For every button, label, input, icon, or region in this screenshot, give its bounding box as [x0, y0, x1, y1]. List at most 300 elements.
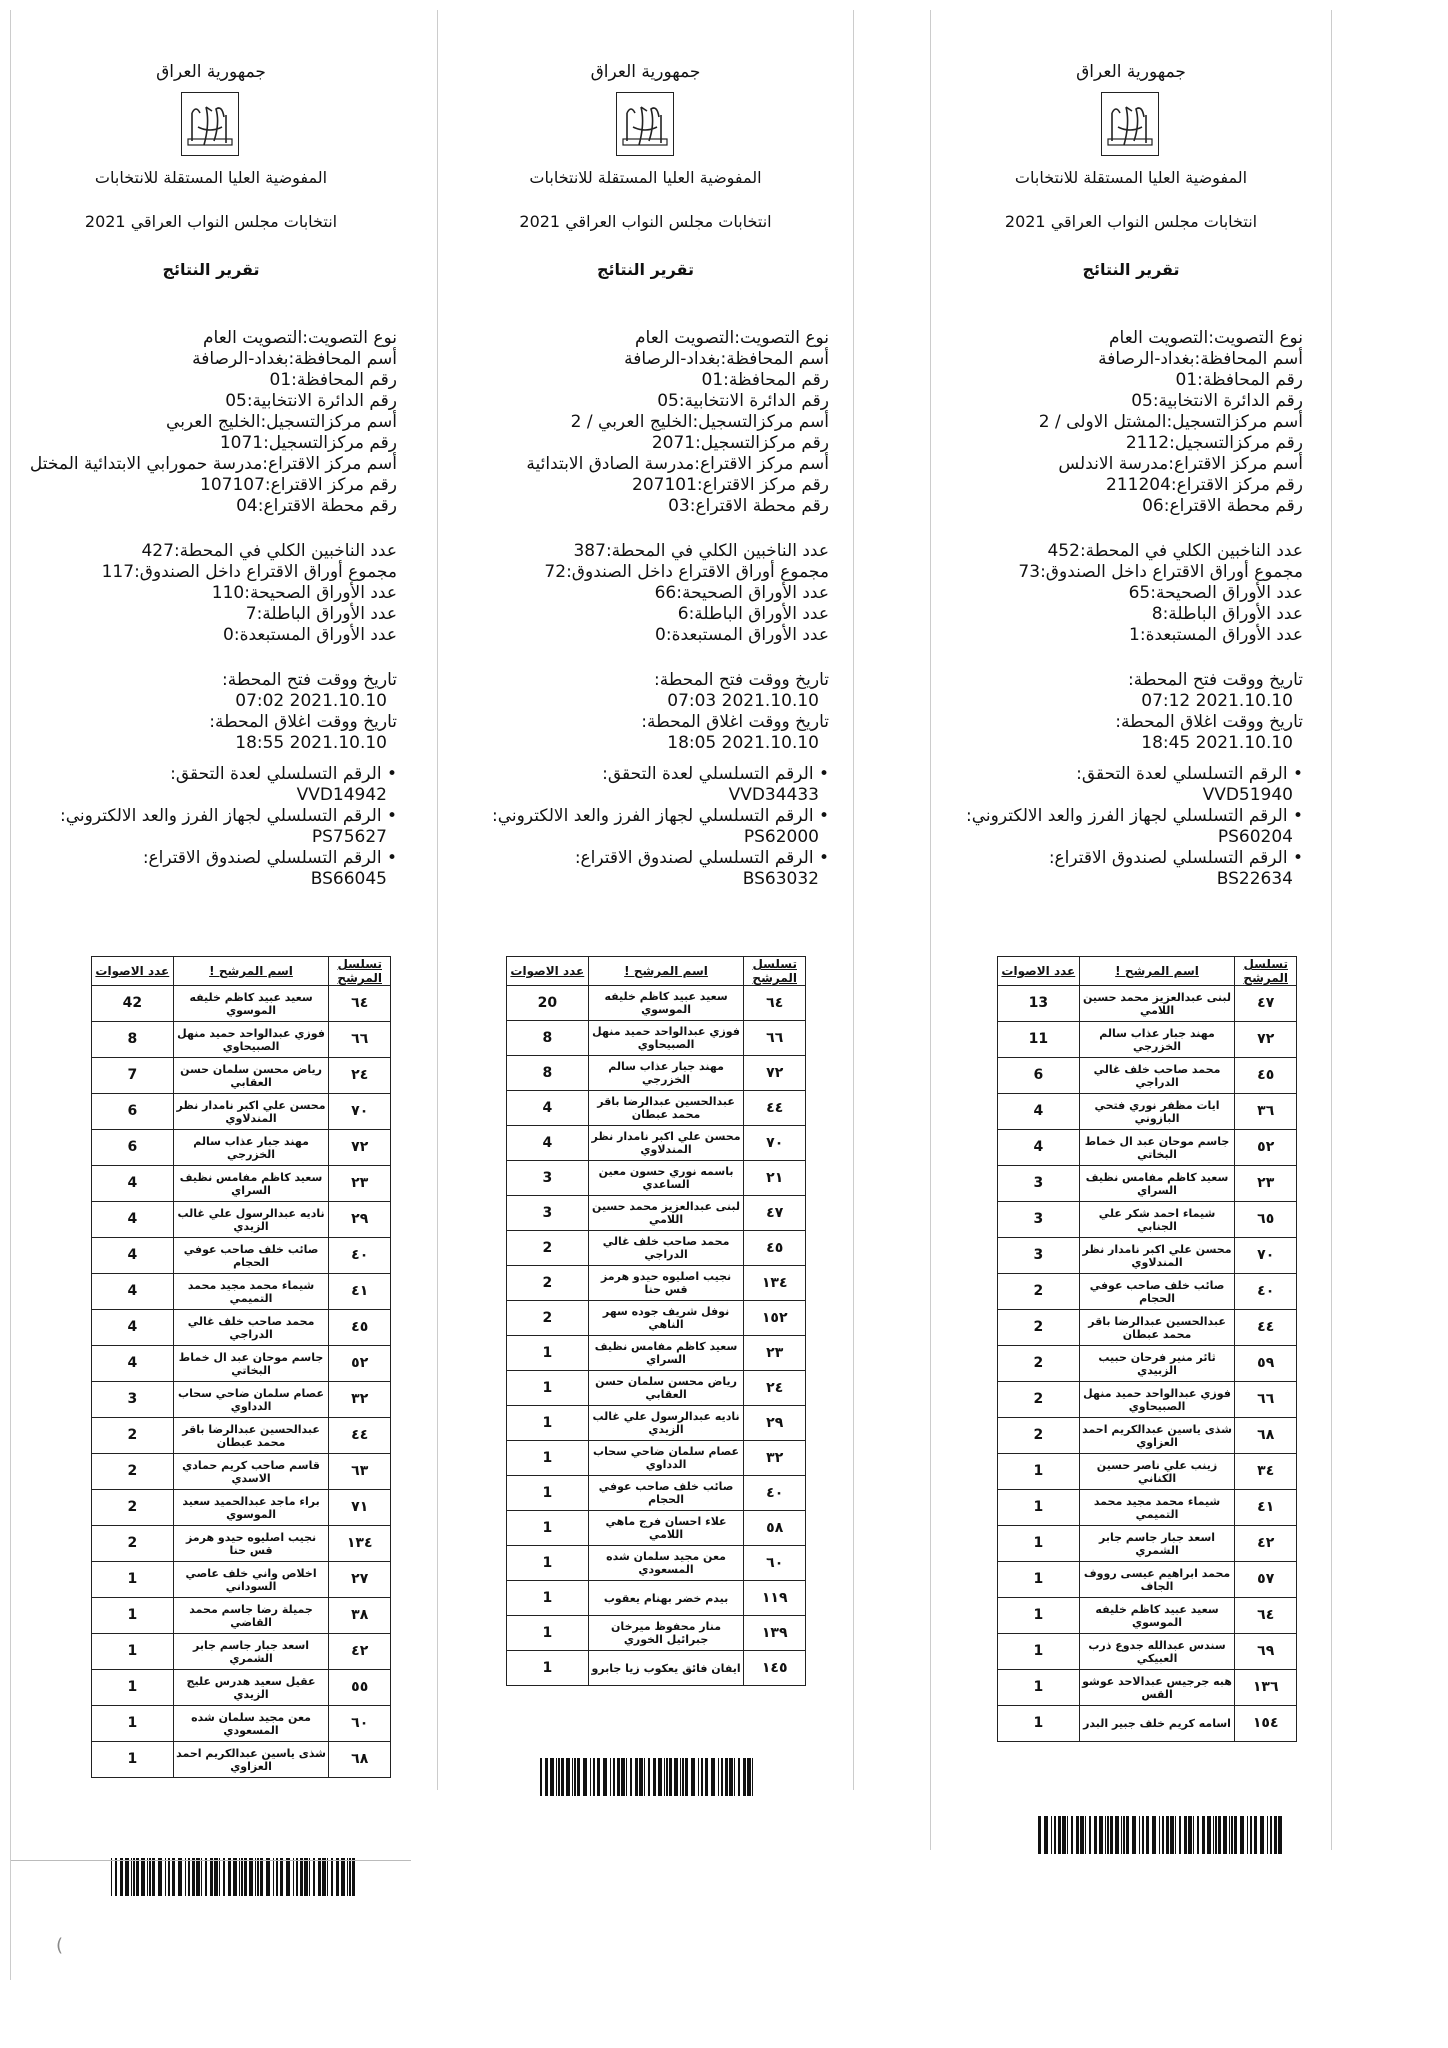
result-receipt-3 — [930, 10, 1332, 1850]
district-label: رقم الدائرة الانتخابية: — [1152, 391, 1303, 411]
table-row — [998, 1022, 1297, 1058]
poll-center-no-label: رقم مركز الاقتراع: — [1170, 475, 1303, 495]
results-table — [91, 956, 391, 1778]
col-serial-header: تسلسل المرشح — [1235, 957, 1297, 986]
candidate-name: اسامه كريم خلف جبير البدر — [1079, 1706, 1235, 1742]
candidate-name: اسعد جبار جاسم جابر الشمري — [173, 1634, 329, 1670]
candidate-votes: 1 — [507, 1581, 589, 1616]
vote-type-value: التصويت العام — [1109, 328, 1209, 348]
candidate-name: براء ماجد عبدالحميد سعيد الموسوي — [173, 1490, 329, 1526]
poll-center-no-value: 107107 — [200, 475, 265, 495]
kit-serial-value: VVD14942 — [296, 785, 387, 805]
excluded-label: عدد الأوراق المستبعدة: — [1139, 625, 1303, 645]
table-row — [507, 1126, 806, 1161]
candidate-votes: 20 — [507, 986, 589, 1021]
table-row — [92, 1526, 391, 1562]
candidate-serial: ٧١ — [329, 1490, 391, 1526]
candidate-serial: ٤٠ — [1235, 1274, 1297, 1310]
box-serial-value: BS66045 — [310, 869, 387, 889]
pcos-serial-value: PS75627 — [311, 827, 387, 847]
close-time-value: 2021.10.10 18:45 — [1141, 733, 1293, 753]
reg-center-name-value: الخليج العربي / 2 — [570, 412, 693, 432]
governorate-row — [966, 349, 1303, 370]
station-no-label: رقم محطة الاقتراع: — [257, 496, 397, 516]
candidate-serial: ٢٩ — [329, 1202, 391, 1238]
candidate-votes: 1 — [507, 1336, 589, 1371]
table-row — [998, 1418, 1297, 1454]
candidate-name: رياض محسن سلمان حسن العقابي — [173, 1058, 329, 1094]
table-row — [998, 1238, 1297, 1274]
candidate-serial: ٤٠ — [744, 1476, 806, 1511]
candidate-serial: ٦٦ — [744, 1021, 806, 1056]
republic-title: جمهورية العراق — [1076, 62, 1186, 82]
results-table — [506, 956, 806, 1686]
candidate-serial: ٦٥ — [1235, 1202, 1297, 1238]
poll-center-name-row — [492, 454, 829, 475]
reg-center-no-label: رقم مركزالتسجيل: — [1169, 433, 1303, 453]
district-row — [966, 391, 1303, 412]
table-row — [507, 1266, 806, 1301]
vote-type-label: نوع التصويت: — [734, 328, 829, 348]
district-row — [30, 391, 397, 412]
candidate-name: صائب خلف صاحب عوفي الحجام — [588, 1476, 744, 1511]
open-time-value: 2021.10.10 07:03 — [667, 691, 819, 711]
governorate-value: بغداد-الرصافة — [624, 349, 721, 369]
candidate-votes: 4 — [507, 1091, 589, 1126]
report-title: تقرير النتائج — [596, 260, 695, 279]
candidate-name: شيماء محمد مجيد محمد التميمي — [1079, 1490, 1235, 1526]
open-time-value: 2021.10.10 07:12 — [1141, 691, 1293, 711]
candidate-serial: ٢٧ — [329, 1562, 391, 1598]
candidate-name: عبدالحسين عبدالرضا باقر محمد عبطان — [1079, 1310, 1235, 1346]
candidate-votes: 6 — [92, 1094, 174, 1130]
box-serial-label: • الرقم التسلسلي لصندوق الاقتراع: — [1048, 848, 1303, 868]
candidate-votes: 3 — [998, 1202, 1080, 1238]
candidate-votes: 2 — [998, 1274, 1080, 1310]
poll-center-name-value: مدرسة الصادق الابتدائية — [526, 454, 695, 474]
kit-serial-value: VVD34433 — [728, 785, 819, 805]
gov-no-label: رقم المحافظة: — [1197, 370, 1303, 390]
candidate-votes: 42 — [92, 986, 174, 1022]
candidate-name: فوزي عبدالواحد حميد منهل الصبيحاوي — [588, 1021, 744, 1056]
candidate-votes: 6 — [998, 1058, 1080, 1094]
candidate-serial: ٦٨ — [329, 1742, 391, 1778]
candidate-name: فوزي عبدالواحد حميد منهل الصبيحاوي — [1079, 1382, 1235, 1418]
gov-no-label: رقم المحافظة: — [723, 370, 829, 390]
reg-center-no-row — [966, 433, 1303, 454]
candidate-name: اخلاص واني خلف عاصي السوداني — [173, 1562, 329, 1598]
poll-center-name-value: مدرسة حمورابي الابتدائية المختل — [29, 454, 263, 474]
invalid-label: عدد الأوراق الباطلة: — [256, 604, 397, 624]
candidate-serial: ٤١ — [1235, 1490, 1297, 1526]
candidate-votes: 1 — [92, 1562, 174, 1598]
table-row — [507, 1231, 806, 1266]
governorate-value: بغداد-الرصافة — [192, 349, 289, 369]
candidate-votes: 8 — [507, 1056, 589, 1091]
candidate-serial: ٢٣ — [744, 1336, 806, 1371]
excluded-value: 1 — [1129, 625, 1140, 645]
station-no-value: 03 — [668, 496, 690, 516]
candidate-name: محسن علي اكبر نامدار نظر المندلاوي — [1079, 1238, 1235, 1274]
candidate-name: محمد صاحب خلف غالي الدراجي — [588, 1231, 744, 1266]
republic-title: جمهورية العراق — [590, 62, 701, 82]
candidate-name: شذى ياسين عبدالكريم احمد العزاوي — [173, 1742, 329, 1778]
candidate-name: شيماء احمد شكر علي الجنابي — [1079, 1202, 1235, 1238]
table-row — [998, 1454, 1297, 1490]
table-row — [92, 1706, 391, 1742]
candidate-votes: 13 — [998, 986, 1080, 1022]
table-row — [998, 986, 1297, 1022]
candidate-votes: 1 — [507, 1546, 589, 1581]
candidate-serial: ١٤٥ — [744, 1651, 806, 1686]
candidate-serial: ٦٠ — [744, 1546, 806, 1581]
valid-row — [966, 583, 1303, 604]
table-row — [507, 1336, 806, 1371]
receipt-header — [438, 10, 853, 310]
candidate-serial: ٥٥ — [329, 1670, 391, 1706]
table-row — [507, 1301, 806, 1336]
open-time-value: 2021.10.10 07:02 — [235, 691, 387, 711]
candidate-name: باسمه نوري حسون معين الساعدي — [588, 1161, 744, 1196]
governorate-value: بغداد-الرصافة — [1098, 349, 1195, 369]
candidate-votes: 1 — [998, 1670, 1080, 1706]
valid-value: 65 — [1128, 583, 1151, 603]
station-no-value: 06 — [1142, 496, 1164, 516]
candidate-votes: 1 — [998, 1598, 1080, 1634]
total-voters-label: عدد الناخبين الكلي في المحطة: — [1079, 541, 1303, 561]
invalid-row — [30, 604, 397, 625]
station-info — [492, 328, 829, 890]
candidate-serial: ٣٢ — [744, 1441, 806, 1476]
poll-center-no-row — [30, 475, 397, 496]
report-title: تقرير النتائج — [162, 260, 260, 279]
candidate-serial: ٤٥ — [744, 1231, 806, 1266]
candidate-votes: 1 — [507, 1371, 589, 1406]
candidate-name: نوفل شريف جوده سهر الناهي — [588, 1301, 744, 1336]
col-votes-header: عدد الاصوات — [92, 957, 174, 986]
table-row — [92, 1418, 391, 1454]
table-row — [92, 1346, 391, 1382]
result-receipt-2 — [437, 10, 854, 1790]
commission-name: المفوضية العليا المستقلة للانتخابات — [529, 168, 762, 187]
col-name-header: اسم المرشح ! — [1079, 957, 1235, 986]
candidate-name: علاء احسان فرج ماهي اللامي — [588, 1511, 744, 1546]
total-ballots-row — [30, 562, 397, 583]
table-row — [998, 1058, 1297, 1094]
poll-center-no-value: 207101 — [632, 475, 697, 495]
candidate-name: سعيد كاظم مفامس نظيف السراي — [588, 1336, 744, 1371]
candidate-votes: 1 — [507, 1441, 589, 1476]
reg-center-no-value: 2071 — [651, 433, 696, 453]
table-row — [92, 1202, 391, 1238]
table-row — [92, 1130, 391, 1166]
candidate-votes: 3 — [507, 1161, 589, 1196]
poll-center-no-label: رقم مركز الاقتراع: — [264, 475, 397, 495]
vote-type-row — [966, 328, 1303, 349]
table-row — [507, 1441, 806, 1476]
candidate-name: عقيل سعيد هدرس عليج الزيدي — [173, 1670, 329, 1706]
reg-center-no-row — [492, 433, 829, 454]
candidate-serial: ٤٧ — [744, 1196, 806, 1231]
candidate-serial: ٦٨ — [1235, 1418, 1297, 1454]
candidate-name: قاسم صاحب كريم حمادي الاسدي — [173, 1454, 329, 1490]
candidate-name: اسعد جبار جاسم جابر الشمري — [1079, 1526, 1235, 1562]
reg-center-no-row — [30, 433, 397, 454]
invalid-value: 7 — [245, 604, 257, 624]
candidate-name: ايفان فائق يعكوب زيا جابرو — [588, 1651, 744, 1686]
candidate-name: مهند جبار عذاب سالم الخزرجي — [1079, 1022, 1235, 1058]
candidate-votes: 1 — [998, 1562, 1080, 1598]
candidate-votes: 4 — [92, 1202, 174, 1238]
candidate-votes: 1 — [507, 1476, 589, 1511]
close-time-value: 2021.10.10 18:05 — [667, 733, 819, 753]
reg-center-name-row — [30, 412, 397, 433]
col-votes-header: عدد الاصوات — [507, 957, 589, 986]
excluded-row — [966, 625, 1303, 646]
candidate-votes: 2 — [998, 1382, 1080, 1418]
candidate-name: ثائر منير فرحان حبيب الزبيدي — [1079, 1346, 1235, 1382]
candidate-votes: 1 — [92, 1706, 174, 1742]
total-ballots-label: مجموع أوراق الاقتراع داخل الصندوق: — [134, 562, 397, 582]
table-row — [998, 1346, 1297, 1382]
total-ballots-row — [966, 562, 1303, 583]
candidate-serial: ٢٩ — [744, 1406, 806, 1441]
invalid-value: 6 — [677, 604, 689, 624]
report-title: تقرير النتائج — [1082, 260, 1180, 279]
box-serial-value: BS63032 — [742, 869, 819, 889]
total-voters-row — [30, 541, 397, 562]
poll-center-no-value: 211204 — [1106, 475, 1171, 495]
station-no-value: 04 — [236, 496, 258, 516]
candidate-serial: ٧٠ — [329, 1094, 391, 1130]
candidate-serial: ١١٩ — [744, 1581, 806, 1616]
candidate-votes: 4 — [92, 1346, 174, 1382]
table-row — [998, 1598, 1297, 1634]
table-row — [92, 1562, 391, 1598]
candidate-serial: ٥٩ — [1235, 1346, 1297, 1382]
box-serial-label: • الرقم التسلسلي لصندوق الاقتراع: — [142, 848, 397, 868]
candidate-name: جاسم موحان عبد ال خماط البخاتي — [1079, 1130, 1235, 1166]
vote-type-row — [492, 328, 829, 349]
candidate-serial: ٤٢ — [329, 1634, 391, 1670]
valid-value: 66 — [654, 583, 677, 603]
candidate-serial: ٧٢ — [744, 1056, 806, 1091]
district-row — [492, 391, 829, 412]
candidate-serial: ٦٤ — [329, 986, 391, 1022]
table-row — [507, 986, 806, 1021]
table-row — [92, 1634, 391, 1670]
barcode-icon — [1036, 1816, 1286, 1854]
station-no-label: رقم محطة الاقتراع: — [1163, 496, 1303, 516]
gov-no-label: رقم المحافظة: — [291, 370, 397, 390]
col-serial-header: تسلسل المرشح — [744, 957, 806, 986]
candidate-serial: ١٣٩ — [744, 1616, 806, 1651]
candidate-name: زينب علي ناصر حسين الكناني — [1079, 1454, 1235, 1490]
candidate-votes: 1 — [998, 1526, 1080, 1562]
candidate-serial: ٧٢ — [329, 1130, 391, 1166]
total-voters-row — [966, 541, 1303, 562]
candidate-votes: 4 — [998, 1130, 1080, 1166]
gov-no-value: 01 — [701, 370, 724, 390]
poll-center-name-row — [30, 454, 397, 475]
commission-logo-icon — [181, 92, 239, 156]
candidate-name: عبدالحسين عبدالرضا باقر محمد عبطان — [173, 1418, 329, 1454]
poll-center-name-value: مدرسة الاندلس — [1058, 454, 1169, 474]
table-row — [507, 1546, 806, 1581]
box-serial-value: BS22634 — [1216, 869, 1293, 889]
candidate-serial: ٢٣ — [329, 1166, 391, 1202]
poll-center-no-row — [966, 475, 1303, 496]
candidate-serial: ٣٤ — [1235, 1454, 1297, 1490]
table-row — [998, 1490, 1297, 1526]
invalid-row — [492, 604, 829, 625]
candidate-votes: 2 — [998, 1310, 1080, 1346]
candidate-votes: 3 — [507, 1196, 589, 1231]
invalid-label: عدد الأوراق الباطلة: — [1162, 604, 1303, 624]
candidate-votes: 2 — [998, 1418, 1080, 1454]
pcos-serial-value: PS60204 — [1217, 827, 1293, 847]
candidate-serial: ١٣٤ — [744, 1266, 806, 1301]
table-row — [92, 1454, 391, 1490]
close-time-label: تاريخ ووقت اغلاق المحطة: — [209, 712, 397, 732]
reg-center-name-row — [966, 412, 1303, 433]
governorate-label: أسم المحافظة: — [288, 349, 397, 369]
table-row — [998, 1130, 1297, 1166]
candidate-name: سندس عبدالله جدوع ذرب العبيكي — [1079, 1634, 1235, 1670]
candidate-name: هبه جرجيس عبدالاحد عوشو القس — [1079, 1670, 1235, 1706]
table-row — [92, 1058, 391, 1094]
total-voters-value: 452 — [1047, 541, 1080, 561]
col-name-header: اسم المرشح ! — [588, 957, 744, 986]
governorate-label: أسم المحافظة: — [1194, 349, 1303, 369]
total-ballots-value: 117 — [101, 562, 135, 582]
candidate-serial: ٦٤ — [1235, 1598, 1297, 1634]
station-no-row — [966, 496, 1303, 517]
candidate-votes: 4 — [507, 1126, 589, 1161]
candidate-serial: ٧٢ — [1235, 1022, 1297, 1058]
total-voters-value: 387 — [573, 541, 606, 561]
table-row — [507, 1476, 806, 1511]
valid-label: عدد الأوراق الصحيحة: — [1150, 583, 1303, 603]
valid-label: عدد الأوراق الصحيحة: — [244, 583, 397, 603]
candidate-name: محمد ابراهيم عيسى رووف الجاف — [1079, 1562, 1235, 1598]
candidate-serial: ١٣٤ — [329, 1526, 391, 1562]
poll-center-name-label: أسم مركز الاقتراع: — [262, 454, 397, 474]
table-row — [507, 1056, 806, 1091]
total-voters-label: عدد الناخبين الكلي في المحطة: — [605, 541, 829, 561]
open-time-label: تاريخ ووقت فتح المحطة: — [222, 670, 397, 690]
candidate-name: جاسم موحان عبد ال خماط البخاتي — [173, 1346, 329, 1382]
station-no-row — [30, 496, 397, 517]
vote-type-row — [30, 328, 397, 349]
candidate-name: جميلة رضا جاسم محمد القاضي — [173, 1598, 329, 1634]
reg-center-no-label: رقم مركزالتسجيل: — [695, 433, 829, 453]
republic-title: جمهورية العراق — [156, 62, 266, 82]
valid-row — [492, 583, 829, 604]
candidate-votes: 1 — [92, 1634, 174, 1670]
candidate-serial: ٤٧ — [1235, 986, 1297, 1022]
candidate-serial: ٢٤ — [744, 1371, 806, 1406]
col-votes-header: عدد الاصوات — [998, 957, 1080, 986]
candidate-serial: ٣٢ — [329, 1382, 391, 1418]
reg-center-no-label: رقم مركزالتسجيل: — [263, 433, 397, 453]
candidate-serial: ٤٠ — [329, 1238, 391, 1274]
election-title: انتخابات مجلس النواب العراقي 2021 — [519, 212, 772, 231]
candidate-votes: 1 — [998, 1634, 1080, 1670]
poll-center-name-label: أسم مركز الاقتراع: — [694, 454, 829, 474]
commission-name: المفوضية العليا المستقلة للانتخابات — [1014, 168, 1248, 187]
total-voters-row — [492, 541, 829, 562]
table-row — [507, 1196, 806, 1231]
candidate-votes: 1 — [92, 1598, 174, 1634]
receipt-header — [931, 10, 1331, 310]
poll-center-name-row — [966, 454, 1303, 475]
barcode-icon — [109, 1858, 359, 1896]
excluded-label: عدد الأوراق المستبعدة: — [665, 625, 829, 645]
total-ballots-row — [492, 562, 829, 583]
candidate-serial: ٢١ — [744, 1161, 806, 1196]
reg-center-name-row — [492, 412, 829, 433]
candidate-name: لبنى عبدالعزيز محمد حسين اللامي — [1079, 986, 1235, 1022]
station-no-label: رقم محطة الاقتراع: — [689, 496, 829, 516]
barcode-icon — [538, 1758, 760, 1796]
valid-label: عدد الأوراق الصحيحة: — [676, 583, 829, 603]
candidate-serial: ٣٦ — [1235, 1094, 1297, 1130]
divider — [11, 1860, 411, 1861]
candidate-votes: 7 — [92, 1058, 174, 1094]
candidate-name: محمد صاحب خلف غالي الدراجي — [173, 1310, 329, 1346]
district-value: 05 — [1131, 391, 1153, 411]
candidate-name: نجيب اصليوه حيدو هرمز قس حنا — [173, 1526, 329, 1562]
candidate-votes: 1 — [92, 1670, 174, 1706]
candidate-votes: 1 — [998, 1706, 1080, 1742]
table-row — [998, 1706, 1297, 1742]
candidate-votes: 1 — [998, 1454, 1080, 1490]
table-row — [507, 1511, 806, 1546]
total-ballots-label: مجموع أوراق الاقتراع داخل الصندوق: — [566, 562, 829, 582]
close-time-value: 2021.10.10 18:55 — [235, 733, 387, 753]
candidate-name: معن مجيد سلمان شده المسعودي — [588, 1546, 744, 1581]
table-row — [998, 1094, 1297, 1130]
col-serial-header: تسلسل المرشح — [329, 957, 391, 986]
table-row — [998, 1526, 1297, 1562]
candidate-votes: 4 — [92, 1310, 174, 1346]
excluded-row — [30, 625, 397, 646]
table-row — [998, 1670, 1297, 1706]
candidate-name: محسن علي اكبر نامدار نظر المندلاوي — [173, 1094, 329, 1130]
governorate-row — [492, 349, 829, 370]
reg-center-name-value: المشتل الاولى / 2 — [1038, 412, 1167, 432]
reg-center-name-label: أسم مركزالتسجيل: — [692, 412, 829, 432]
table-row — [998, 1274, 1297, 1310]
candidate-serial: ٤٥ — [329, 1310, 391, 1346]
candidate-serial: ٤٤ — [744, 1091, 806, 1126]
candidate-serial: ٧٠ — [744, 1126, 806, 1161]
candidate-name: سعيد عبيد كاظم خليفه الموسوي — [1079, 1598, 1235, 1634]
table-row — [92, 1598, 391, 1634]
table-row — [507, 1651, 806, 1686]
vote-type-value: التصويت العام — [203, 328, 303, 348]
candidate-serial: ٤٥ — [1235, 1058, 1297, 1094]
candidate-serial: ٧٠ — [1235, 1238, 1297, 1274]
candidate-serial: ١٥٤ — [1235, 1706, 1297, 1742]
station-no-row — [492, 496, 829, 517]
candidate-name: صائب خلف صاحب عوفي الحجام — [173, 1238, 329, 1274]
candidate-name: ناديه عبدالرسول علي غالب الزيدي — [173, 1202, 329, 1238]
candidate-votes: 8 — [92, 1022, 174, 1058]
gov-no-row — [492, 370, 829, 391]
candidate-votes: 1 — [507, 1406, 589, 1441]
